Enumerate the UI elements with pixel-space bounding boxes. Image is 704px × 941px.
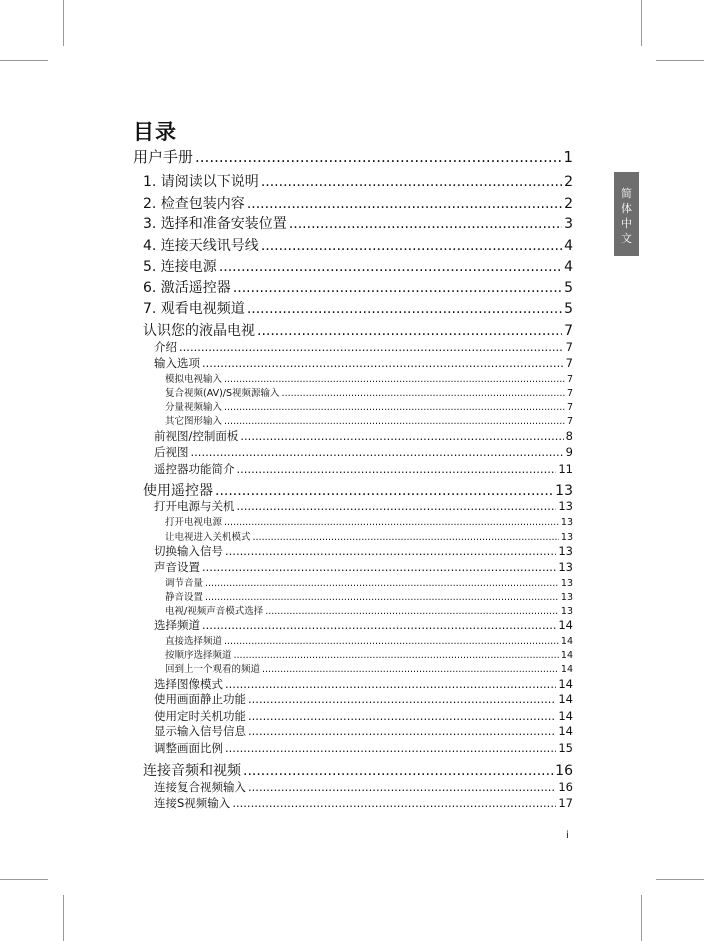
- toc-entry-title: 调节音量: [165, 578, 204, 589]
- toc-entry[interactable]: [165, 603, 573, 617]
- toc-entry[interactable]: [143, 480, 573, 500]
- toc-leader-dots: [202, 356, 564, 370]
- crop-mark: [63, 895, 64, 941]
- toc-entry-title: 4. 连接天线讯号线: [143, 238, 259, 254]
- toc-entry[interactable]: [143, 213, 573, 233]
- toc-leader-dots: [179, 340, 564, 354]
- toc-entry-title: 前视图/控制面板: [154, 429, 239, 443]
- toc-entry-title: 直接选择频道: [165, 636, 223, 647]
- toc-entry[interactable]: [165, 399, 573, 413]
- toc-leader-dots: [247, 196, 562, 212]
- toc-entry-page: 14: [558, 709, 573, 723]
- toc-entry[interactable]: [165, 385, 573, 399]
- toc-entry-page: 5: [564, 301, 573, 317]
- toc-entry-title: 调整画面比例: [154, 741, 223, 755]
- toc-leader-dots: [233, 280, 562, 296]
- toc-entry[interactable]: [165, 413, 573, 427]
- toc-entry-title: 复合视频(AV)/S视频源输入: [165, 388, 280, 399]
- toc-entry-page: 7: [566, 388, 573, 399]
- toc-entry-title: 选择图像模式: [154, 677, 223, 691]
- toc-entry-page: 8: [565, 429, 573, 443]
- crop-mark: [641, 895, 642, 941]
- toc-entry-title: 其它图形输入: [165, 416, 223, 427]
- toc-entry-page: 14: [560, 664, 573, 675]
- toc-entry[interactable]: [165, 529, 573, 543]
- toc-entry[interactable]: [154, 461, 573, 477]
- toc-leader-dots: [253, 532, 559, 543]
- toc-entry-page: 7: [566, 402, 573, 413]
- toc-entry[interactable]: [133, 146, 573, 167]
- toc-leader-dots: [237, 462, 557, 476]
- toc-entry-page: 9: [565, 445, 573, 459]
- toc-entry-page: 4: [564, 238, 573, 254]
- toc-entry-page: 14: [558, 724, 573, 738]
- toc-entry-title: 输入选项: [154, 356, 200, 370]
- toc-entry-page: 7: [566, 416, 573, 427]
- toc-entry-page: 13: [558, 544, 573, 558]
- toc-entry-title: 使用定时关机功能: [154, 709, 246, 723]
- toc-entry[interactable]: [143, 193, 573, 213]
- toc-leader-dots: [224, 636, 559, 647]
- toc-entry[interactable]: [143, 235, 573, 255]
- toc-leader-dots: [248, 724, 556, 738]
- toc-entry-page: 3: [564, 216, 573, 232]
- toc-entry-page: 16: [555, 763, 573, 779]
- toc-leader-dots: [205, 592, 559, 603]
- toc-entry[interactable]: [143, 320, 573, 340]
- toc-entry-title: 使用遥控器: [143, 483, 213, 499]
- toc-leader-dots: [248, 692, 556, 706]
- toc-entry-page: 13: [558, 499, 573, 513]
- toc-entry-page: 13: [560, 606, 573, 617]
- toc-entry-page: 14: [560, 636, 573, 647]
- toc-leader-dots: [282, 388, 565, 399]
- toc-entry-title: 分量视频输入: [165, 402, 223, 413]
- toc-entry-page: 5: [564, 280, 573, 296]
- toc-entry[interactable]: [154, 559, 573, 575]
- toc-entry-title: 介绍: [154, 340, 177, 354]
- toc-entry[interactable]: [154, 779, 573, 795]
- page-title: 目录: [133, 120, 177, 144]
- toc-leader-dots: [257, 323, 562, 339]
- page-number: i: [566, 830, 569, 841]
- toc-entry-page: 11: [558, 462, 573, 476]
- toc-entry[interactable]: [154, 355, 573, 371]
- toc-entry-title: 用户手册: [133, 148, 194, 166]
- toc-leader-dots: [232, 796, 556, 810]
- side-tab-char: 文: [621, 232, 632, 245]
- toc-entry-title: 选择频道: [154, 618, 200, 632]
- toc-entry-page: 13: [558, 560, 573, 574]
- toc-leader-dots: [262, 664, 559, 675]
- toc-entry[interactable]: [154, 444, 573, 460]
- toc-leader-dots: [248, 709, 556, 723]
- toc-leader-dots: [224, 402, 565, 413]
- toc-entry-page: 15: [558, 741, 573, 755]
- toc-entry-page: 13: [555, 483, 573, 499]
- toc-entry-title: 打开电源与关机: [154, 499, 235, 513]
- toc-entry[interactable]: [154, 795, 573, 811]
- toc-leader-dots: [202, 560, 556, 574]
- toc-entry[interactable]: [165, 575, 573, 589]
- toc-entry-title: 显示输入信号信息: [154, 724, 246, 738]
- toc-entry-page: 13: [560, 578, 573, 589]
- toc-entry[interactable]: [165, 661, 573, 675]
- toc-entry-page: 14: [558, 692, 573, 706]
- toc-entry-title: 1. 请阅读以下说明: [143, 174, 259, 190]
- toc-entry-page: 14: [558, 677, 573, 691]
- toc-entry-page: 4: [564, 259, 573, 275]
- toc-leader-dots: [215, 483, 553, 499]
- toc-entry-page: 7: [565, 340, 573, 354]
- toc-leader-dots: [234, 650, 559, 661]
- toc-leader-dots: [191, 445, 564, 459]
- toc-entry-page: 13: [560, 532, 573, 543]
- toc-leader-dots: [225, 677, 556, 691]
- toc-entry-page: 7: [566, 374, 573, 385]
- toc-entry-title: 切换输入信号: [154, 544, 223, 558]
- crop-mark: [641, 0, 642, 46]
- toc-leader-dots: [243, 763, 553, 779]
- toc-entry[interactable]: [165, 514, 573, 528]
- side-tab-char: 简: [621, 187, 632, 200]
- toc-entry-title: 模拟电视输入: [165, 374, 223, 385]
- toc-entry[interactable]: [143, 298, 573, 318]
- crop-mark: [656, 879, 704, 880]
- toc-entry-title: 让电视进入关机模式: [165, 532, 251, 543]
- toc-leader-dots: [225, 741, 556, 755]
- toc-entry-title: 打开电视电源: [165, 517, 223, 528]
- toc-entry-title: 静音设置: [165, 592, 204, 603]
- toc-entry-title: 遥控器功能简介: [154, 462, 235, 476]
- toc-entry-page: 13: [560, 592, 573, 603]
- toc-leader-dots: [224, 374, 565, 385]
- toc-entry[interactable]: [165, 647, 573, 661]
- toc-entry-title: 2. 检查包装内容: [143, 196, 245, 212]
- toc-entry-title: 7. 观看电视频道: [143, 301, 245, 317]
- toc-entry[interactable]: [143, 256, 573, 276]
- toc-leader-dots: [240, 429, 563, 443]
- toc-entry[interactable]: [154, 708, 573, 724]
- crop-mark: [0, 60, 48, 61]
- toc-entry-title: 使用画面静止功能: [154, 692, 246, 706]
- toc-leader-dots: [289, 216, 562, 232]
- toc-entry-title: 电视/视频声音模式选择: [165, 606, 264, 617]
- toc-entry-title: 连接S视频输入: [154, 796, 231, 810]
- toc-entry-page: 14: [558, 618, 573, 632]
- toc-leader-dots: [247, 301, 562, 317]
- toc-leader-dots: [248, 780, 556, 794]
- toc-entry-page: 16: [558, 780, 573, 794]
- toc-entry[interactable]: [154, 740, 573, 756]
- toc-leader-dots: [224, 416, 565, 427]
- language-side-tab: [614, 172, 639, 256]
- crop-mark: [656, 60, 704, 61]
- toc-entry-page: 7: [565, 356, 573, 370]
- toc-entry-title: 后视图: [154, 445, 189, 459]
- toc-entry[interactable]: [154, 543, 573, 559]
- toc-entry-title: 连接复合视频输入: [154, 780, 246, 794]
- toc-entry-page: 7: [564, 323, 573, 339]
- toc-entry[interactable]: [154, 498, 573, 514]
- toc-leader-dots: [261, 174, 562, 190]
- toc-entry-title: 回到上一个观看的频道: [165, 664, 261, 675]
- toc-leader-dots: [261, 238, 562, 254]
- crop-mark: [0, 879, 48, 880]
- toc-entry[interactable]: [154, 723, 573, 739]
- crop-mark: [63, 0, 64, 46]
- toc-entry[interactable]: [165, 589, 573, 603]
- toc-entry-title: 3. 选择和准备安装位置: [143, 216, 287, 232]
- toc-leader-dots: [195, 148, 561, 166]
- toc-entry-page: 2: [564, 196, 573, 212]
- toc-entry-title: 6. 激活遥控器: [143, 280, 231, 296]
- toc-entry[interactable]: [143, 760, 573, 780]
- toc-entry-page: 1: [563, 148, 573, 166]
- toc-leader-dots: [219, 259, 562, 275]
- toc-leader-dots: [224, 517, 559, 528]
- toc-entry-title: 声音设置: [154, 560, 200, 574]
- toc-entry[interactable]: [154, 428, 573, 444]
- toc-entry-page: 2: [564, 174, 573, 190]
- toc-leader-dots: [202, 618, 556, 632]
- toc-entry[interactable]: [165, 371, 573, 385]
- toc-leader-dots: [265, 606, 559, 617]
- side-tab-char: 中: [621, 217, 632, 230]
- toc-entry[interactable]: [143, 277, 573, 297]
- toc-entry[interactable]: [154, 617, 573, 633]
- toc-entry-title: 连接音频和视频: [143, 763, 241, 779]
- toc-entry-page: 14: [560, 650, 573, 661]
- toc-entry-title: 5. 连接电源: [143, 259, 217, 275]
- toc-entry-title: 按顺序选择频道: [165, 650, 232, 661]
- toc-entry[interactable]: [165, 633, 573, 647]
- toc-leader-dots: [225, 544, 556, 558]
- toc-entry[interactable]: [154, 676, 573, 692]
- toc-entry[interactable]: [154, 339, 573, 355]
- toc-entry-title: 认识您的液晶电视: [143, 323, 255, 339]
- toc-leader-dots: [205, 578, 559, 589]
- toc-entry-page: 17: [558, 796, 573, 810]
- toc-entry[interactable]: [154, 691, 573, 707]
- toc-entry[interactable]: [143, 171, 573, 191]
- side-tab-char: 体: [621, 202, 632, 215]
- toc-entry-page: 13: [560, 517, 573, 528]
- toc-leader-dots: [237, 499, 557, 513]
